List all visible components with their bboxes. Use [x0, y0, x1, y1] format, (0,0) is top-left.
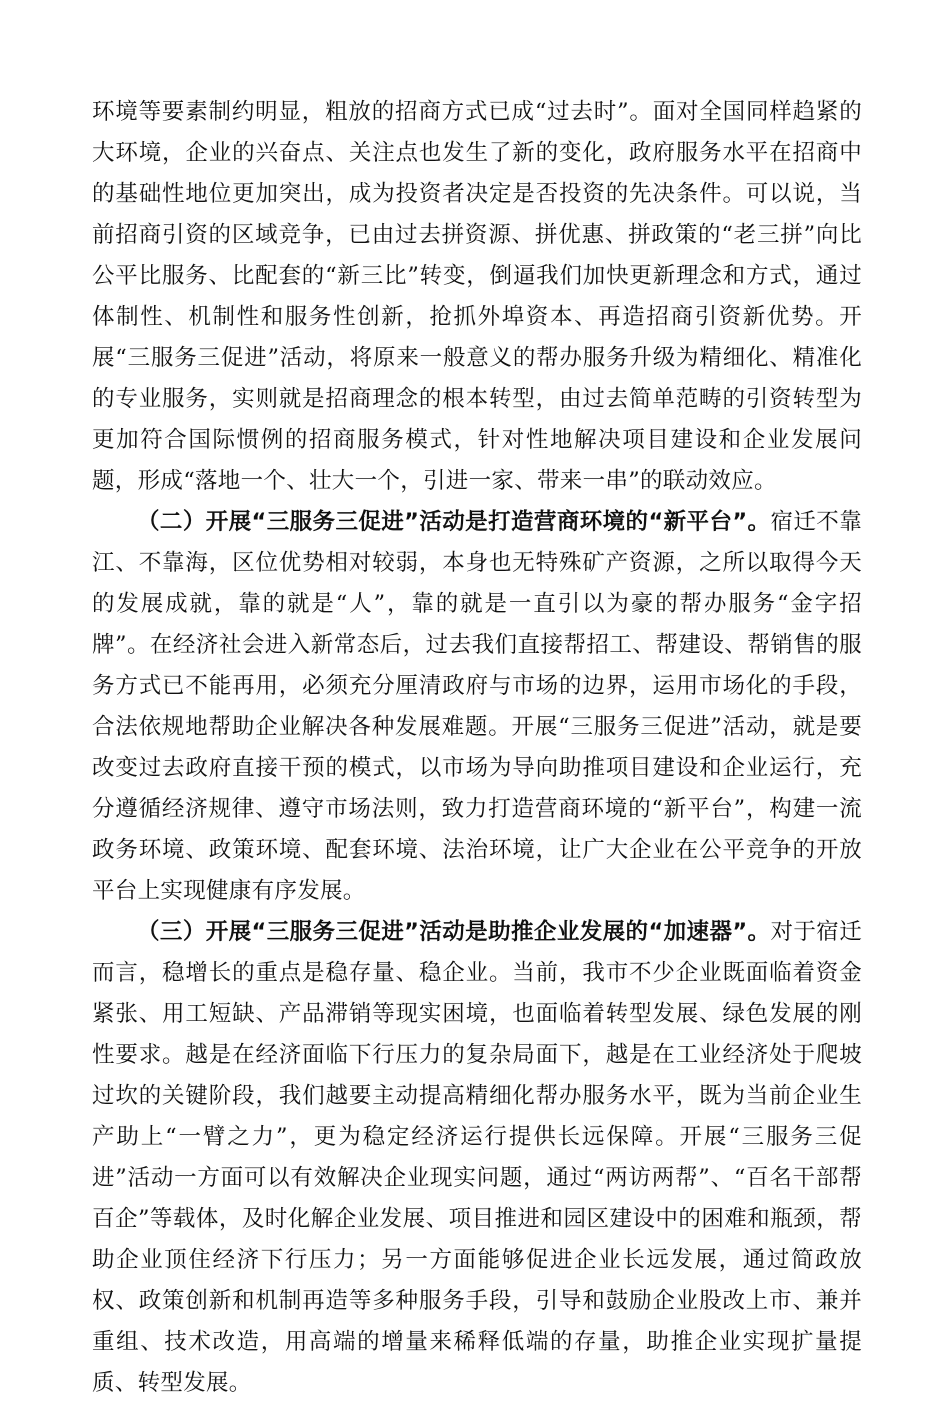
section-3-paragraph: [92, 912, 862, 1404]
section-2-paragraph: [92, 502, 862, 912]
paragraph-continuation: 环境等要素制约明显，粗放的招商方式已成“过去时”。面对全国同样趋紧的大环境，企业的兴奋点、关注点也发生了新的变化，政府服务水平在招商中的基础性地位更加突出，成为投资者决定是否投资的先决条件。可以说，当前招商引资的区域竞争，已由过去拼资源、拼优惠、拼政策的“老三拼”向比公平比服务、比配套的“新三比”转变，倒逼我们加快更新理念和方式，通过体制性、机制性和服务性创新，抢抓外埠资本、再造招商引资新优势。开展“三服务三促进”活动，将原来一般意义的帮办服务升级为精细化、精准化的专业服务，实则就是招商理念的根本转型，由过去简单范畴的引资转型为更加符合国际惯例的招商服务模式，针对性地解决项目建设和企业发展问题，形成“落地一个、壮大一个，引进一家、带来一串”的联动效应。: [92, 99, 862, 494]
document-body: [92, 92, 862, 1404]
section-2-body: 宿迁不靠江、不靠海，区位优势相对较弱，本身也无特殊矿产资源，之所以取得今天的发展成就，靠的就是“人”，靠的就是一直引以为豪的帮办服务“金字招牌”。在经济社会进入新常态后，过去我们直接帮招工、帮建设、帮销售的服务方式已不能再用，必须充分厘清政府与市场的边界，运用市场化的手段，合法依规地帮助企业解决各种发展难题。开展“三服务三促进”活动，就是要改变过去政府直接干预的模式，以市场为导向助推项目建设和企业运行，充分遵循经济规律、遵守市场法则，致力打造营商环境的“新平台”，构建一流政务环境、政策环境、配套环境、法治环境，让广大企业在公平竞争的开放平台上实现健康有序发展。: [92, 509, 862, 904]
section-3-heading: （三）开展“三服务三促进”活动是助推企业发展的“加速器”。: [137, 919, 771, 945]
section-2-heading: （二）开展“三服务三促进”活动是打造营商环境的“新平台”。: [137, 509, 771, 535]
section-3-body: 对于宿迁而言，稳增长的重点是稳存量、稳企业。当前，我市不少企业既面临着资金紧张、用工短缺、产品滞销等现实困境，也面临着转型发展、绿色发展的刚性要求。越是在经济面临下行压力的复杂局面下，越是在工业经济处于爬坡过坎的关键阶段，我们越要主动提高精细化帮办服务水平，既为当前企业生产助上“一臂之力”，更为稳定经济运行提供长远保障。开展“三服务三促进”活动一方面可以有效解决企业现实问题，通过“两访两帮”、“百名干部帮百企”等载体，及时化解企业发展、项目推进和园区建设中的困难和瓶颈，帮助企业顶住经济下行压力；另一方面能够促进企业长远发展，通过简政放权、政策创新和机制再造等多种服务手段，引导和鼓励企业股改上市、兼并重组、技术改造，用高端的增量来稀释低端的存量，助推企业实现扩量提质、转型发展。: [92, 919, 862, 1396]
